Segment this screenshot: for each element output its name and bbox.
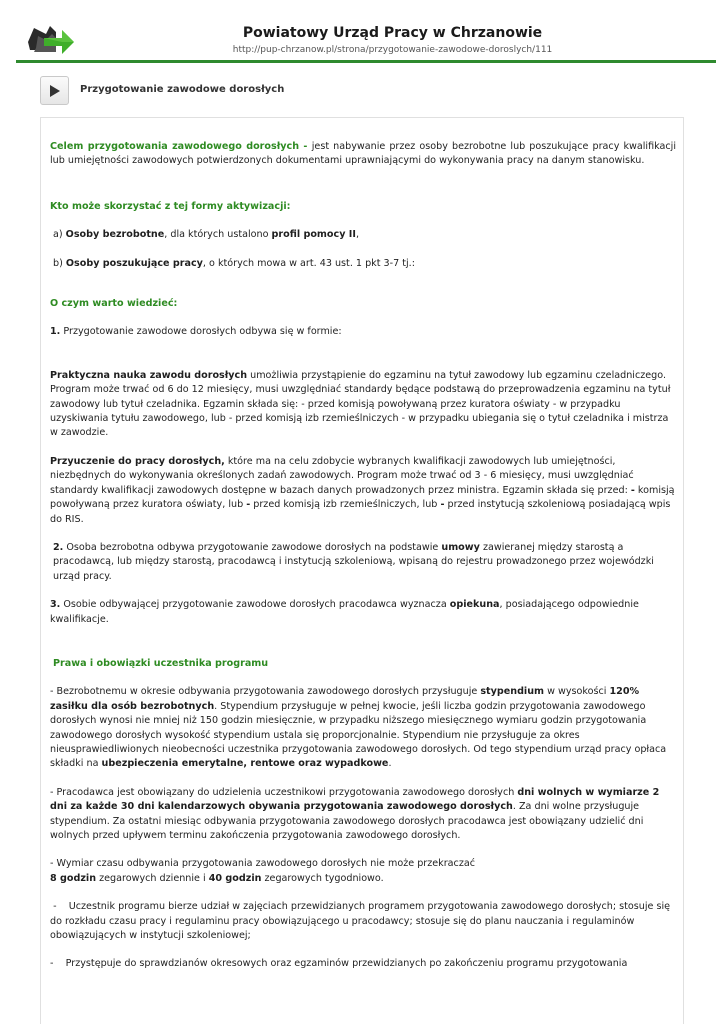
point-2-text-1: Osoba bezrobotna odbywa przygotowanie zawodowe dorosłych na podstawie (63, 541, 442, 553)
point-3 (50, 598, 676, 627)
page-header (0, 0, 725, 66)
section-title: Przygotowanie zawodowe dorosłych (80, 84, 285, 95)
intro-paragraph (50, 140, 676, 169)
rights-1-text-2: w wysokości (544, 686, 610, 698)
point-2-text-2: zawieranej między starostą a pracodawcą, lub między starostą, pracodawcą i instytucją szkoleniową, wpisaną do rejestru prowadzonego przez wojewódzki urząd pracy. (53, 541, 654, 582)
point-1 (50, 325, 676, 339)
point-1-text: Przygotowanie zawodowe dorosłych odbywa się w formie: (60, 326, 342, 338)
rights-3-hours-daily: 8 godzin (50, 872, 97, 884)
play-icon (49, 84, 61, 98)
practical-training-title: Praktyczna nauka zawodu dorosłych (50, 369, 248, 381)
intro-lead: Celem przygotowania zawodowego dorosłych - (50, 141, 312, 152)
job-training-text-2: komisją powoływaną przez kuratora oświaty, lub (50, 484, 675, 511)
point-2-number: 2. (53, 541, 64, 553)
article-body (50, 140, 676, 972)
rights-3-hours-weekly: 40 godzin (208, 872, 262, 884)
logo-arrow-icon (26, 22, 76, 56)
header-divider (16, 60, 716, 63)
rights-3-text-2: zegarowych dziennie i (96, 872, 209, 884)
job-training-title: Przyuczenie do pracy dorosłych, (50, 455, 225, 467)
rights-1-text-1: - Bezrobotnemu w okresie odbywania przygotowania zawodowego dorosłych przysługuje (50, 686, 481, 698)
who-heading: Kto może skorzystać z tej formy aktywizacji: (50, 200, 291, 212)
who-a-prefix: a) (53, 229, 66, 241)
point-3-text-2: , posiadającego odpowiednie kwalifikacje. (50, 599, 639, 625)
who-b-end: , o których mowa w art. 43 ust. 1 pkt 3-7 tj.: (202, 257, 415, 269)
site-logo[interactable] (26, 22, 76, 56)
who-b-bold: Osoby poszukujące pracy (65, 257, 203, 269)
rights-item-3 (50, 857, 676, 886)
who-a-bold: Osoby bezrobotne (65, 229, 165, 241)
rights-1-end: . (388, 758, 392, 770)
rights-3-text-3: zegarowych tygodniowo. (261, 872, 384, 884)
rights-item-5: - Przystępuje do sprawdzianów okresowych oraz egzaminów przewidzianych po zakończeniu programu przygotowania (50, 958, 628, 970)
point-3-bold: opiekuna (449, 599, 500, 611)
job-training-text-3: przed komisją izb rzemieślniczych, lub (250, 499, 441, 511)
point-1-number: 1. (50, 326, 61, 338)
intro-text: jest nabywanie przez osoby bezrobotne lub poszukujące pracy kwalifikacji lub umiejętności zawodowych potwierdzonych dokumentami uprawniającymi do wykonywania pracy na danym stanowisku. (50, 141, 676, 167)
point-3-text-1: Osobie odbywającej przygotowanie zawodowe dorosłych pracodawca wyznacza (60, 599, 450, 611)
rights-1-insurance: ubezpieczenia emerytalne, rentowe oraz wypadkowe (101, 758, 389, 770)
know-heading: O czym warto wiedzieć: (50, 298, 178, 310)
rights-item-1 (50, 685, 676, 771)
job-training-text-4: przed instytucją szkoleniową posiadającą wpis do RIS. (50, 499, 671, 525)
who-a-mid: , dla których ustalono (164, 229, 272, 241)
rights-1-stipend: stypendium (480, 686, 545, 698)
content-box (40, 117, 684, 1024)
job-training-dash-3: - (440, 499, 445, 511)
job-training-text-1: które ma na celu zdobycie wybranych kwalifikacji zawodowych lub umiejętności, niezbędnych do wykonywania określonych zadań zawodowych. Program może trwać od 3 - 6 miesięcy, musi uwzględniać standardy kwalifikacji zawodowych dostępne w bazach danych prowadzonych przez ministra. Egzamin składa się przed: (50, 455, 634, 496)
page-url: http://pup-chrzanow.pl/strona/przygotowanie-zawodowe-doroslych/111 (232, 45, 553, 55)
rights-2-text-1: - Pracodawca jest obowiązany do udzielenia uczestnikowi przygotowania zawodowego dorosłych (50, 786, 518, 798)
site-title: Powiatowy Urząd Pracy w Chrzanowie (242, 25, 543, 41)
rights-1-amount: 120% zasiłku dla osób bezrobotnych (50, 686, 640, 712)
who-a-profile: profil pomocy II (271, 229, 356, 241)
play-button[interactable] (40, 76, 69, 105)
rights-2-bold: dni wolnych w wymiarze 2 dni za każde 30 dni kalendarzowych obywania przygotowania zawodowego dorosłych (50, 786, 660, 813)
practical-training-text: umożliwia przystąpienie do egzaminu na tytuł zawodowy lub egzaminu czeladniczego. Program może trwać od 6 do 12 miesięcy, musi uwzględniać standardy będące podstawą do przeprowadzenia egzaminu na tytuł zawodowy lub tytuł czeladnika. Egzamin składa się: - przed komisją powoływaną przez kuratora oświaty - w przypadku uzyskiwania tytułu zawodowego, lub - przed komisją izb rzemieślniczych - w przypadku ubiegania się o tytuł czeladnika i mistrza w zawodzie. (50, 369, 671, 439)
who-item-b (50, 257, 676, 271)
rights-item-4: - Uczestnik programu bierze udział w zajęciach przewidzianych programem przygotowania zawodowego dorosłych; stosuje się do rozkładu czasu pracy i regulaminu pracy obowiązującego u pracodawcy; stosuje się do planu nauczania i regulaminów obowiązujących w instytucji szkoleniowej; (50, 901, 674, 942)
job-training-dash-1: - (630, 484, 635, 496)
who-item-a (50, 228, 676, 242)
who-b-prefix: b) (53, 257, 66, 269)
job-training-paragraph (50, 455, 676, 527)
who-a-end: , (355, 229, 359, 241)
point-3-number: 3. (50, 599, 61, 611)
rights-item-2 (50, 786, 676, 844)
job-training-dash-2: - (246, 499, 251, 511)
section-header (40, 76, 680, 106)
rights-3-text-1: - Wymiar czasu odbywania przygotowania zawodowego dorosłych nie może przekraczać (50, 858, 476, 870)
point-2-bold: umowy (441, 541, 480, 553)
rights-1-text-3: . Stypendium przysługuje w pełnej kwocie, jeśli liczba godzin przygotowania zawodowego dorosłych wynosi nie mniej niż 150 godzin miesięcznie, w przypadku niższego miesięcznego wymiaru godzin przygotowania zawodowego dorosłych wysokość stypendium ustala się proporcjonalnie. Stypendium nie przysługuje za okres nieusprawiedliwionych nieobecności uczestnika przygotowania zawodowego dorosłych. Od tego stypendium urząd pracy opłaca składki na (50, 700, 667, 770)
rights-2-text-2: . Za dni wolne przysługuje stypendium. Za ostatni miesiąc odbywania przygotowania zawodowego dorosłych pracodawca jest obowiązany udzielić dni wolnych przed upływem terminu zakończenia przygotowania zawodowego dorosłych. (50, 801, 644, 841)
point-2 (50, 541, 676, 584)
rights-heading: Prawa i obowiązki uczestnika programu (53, 657, 269, 669)
practical-training-paragraph (50, 369, 676, 441)
